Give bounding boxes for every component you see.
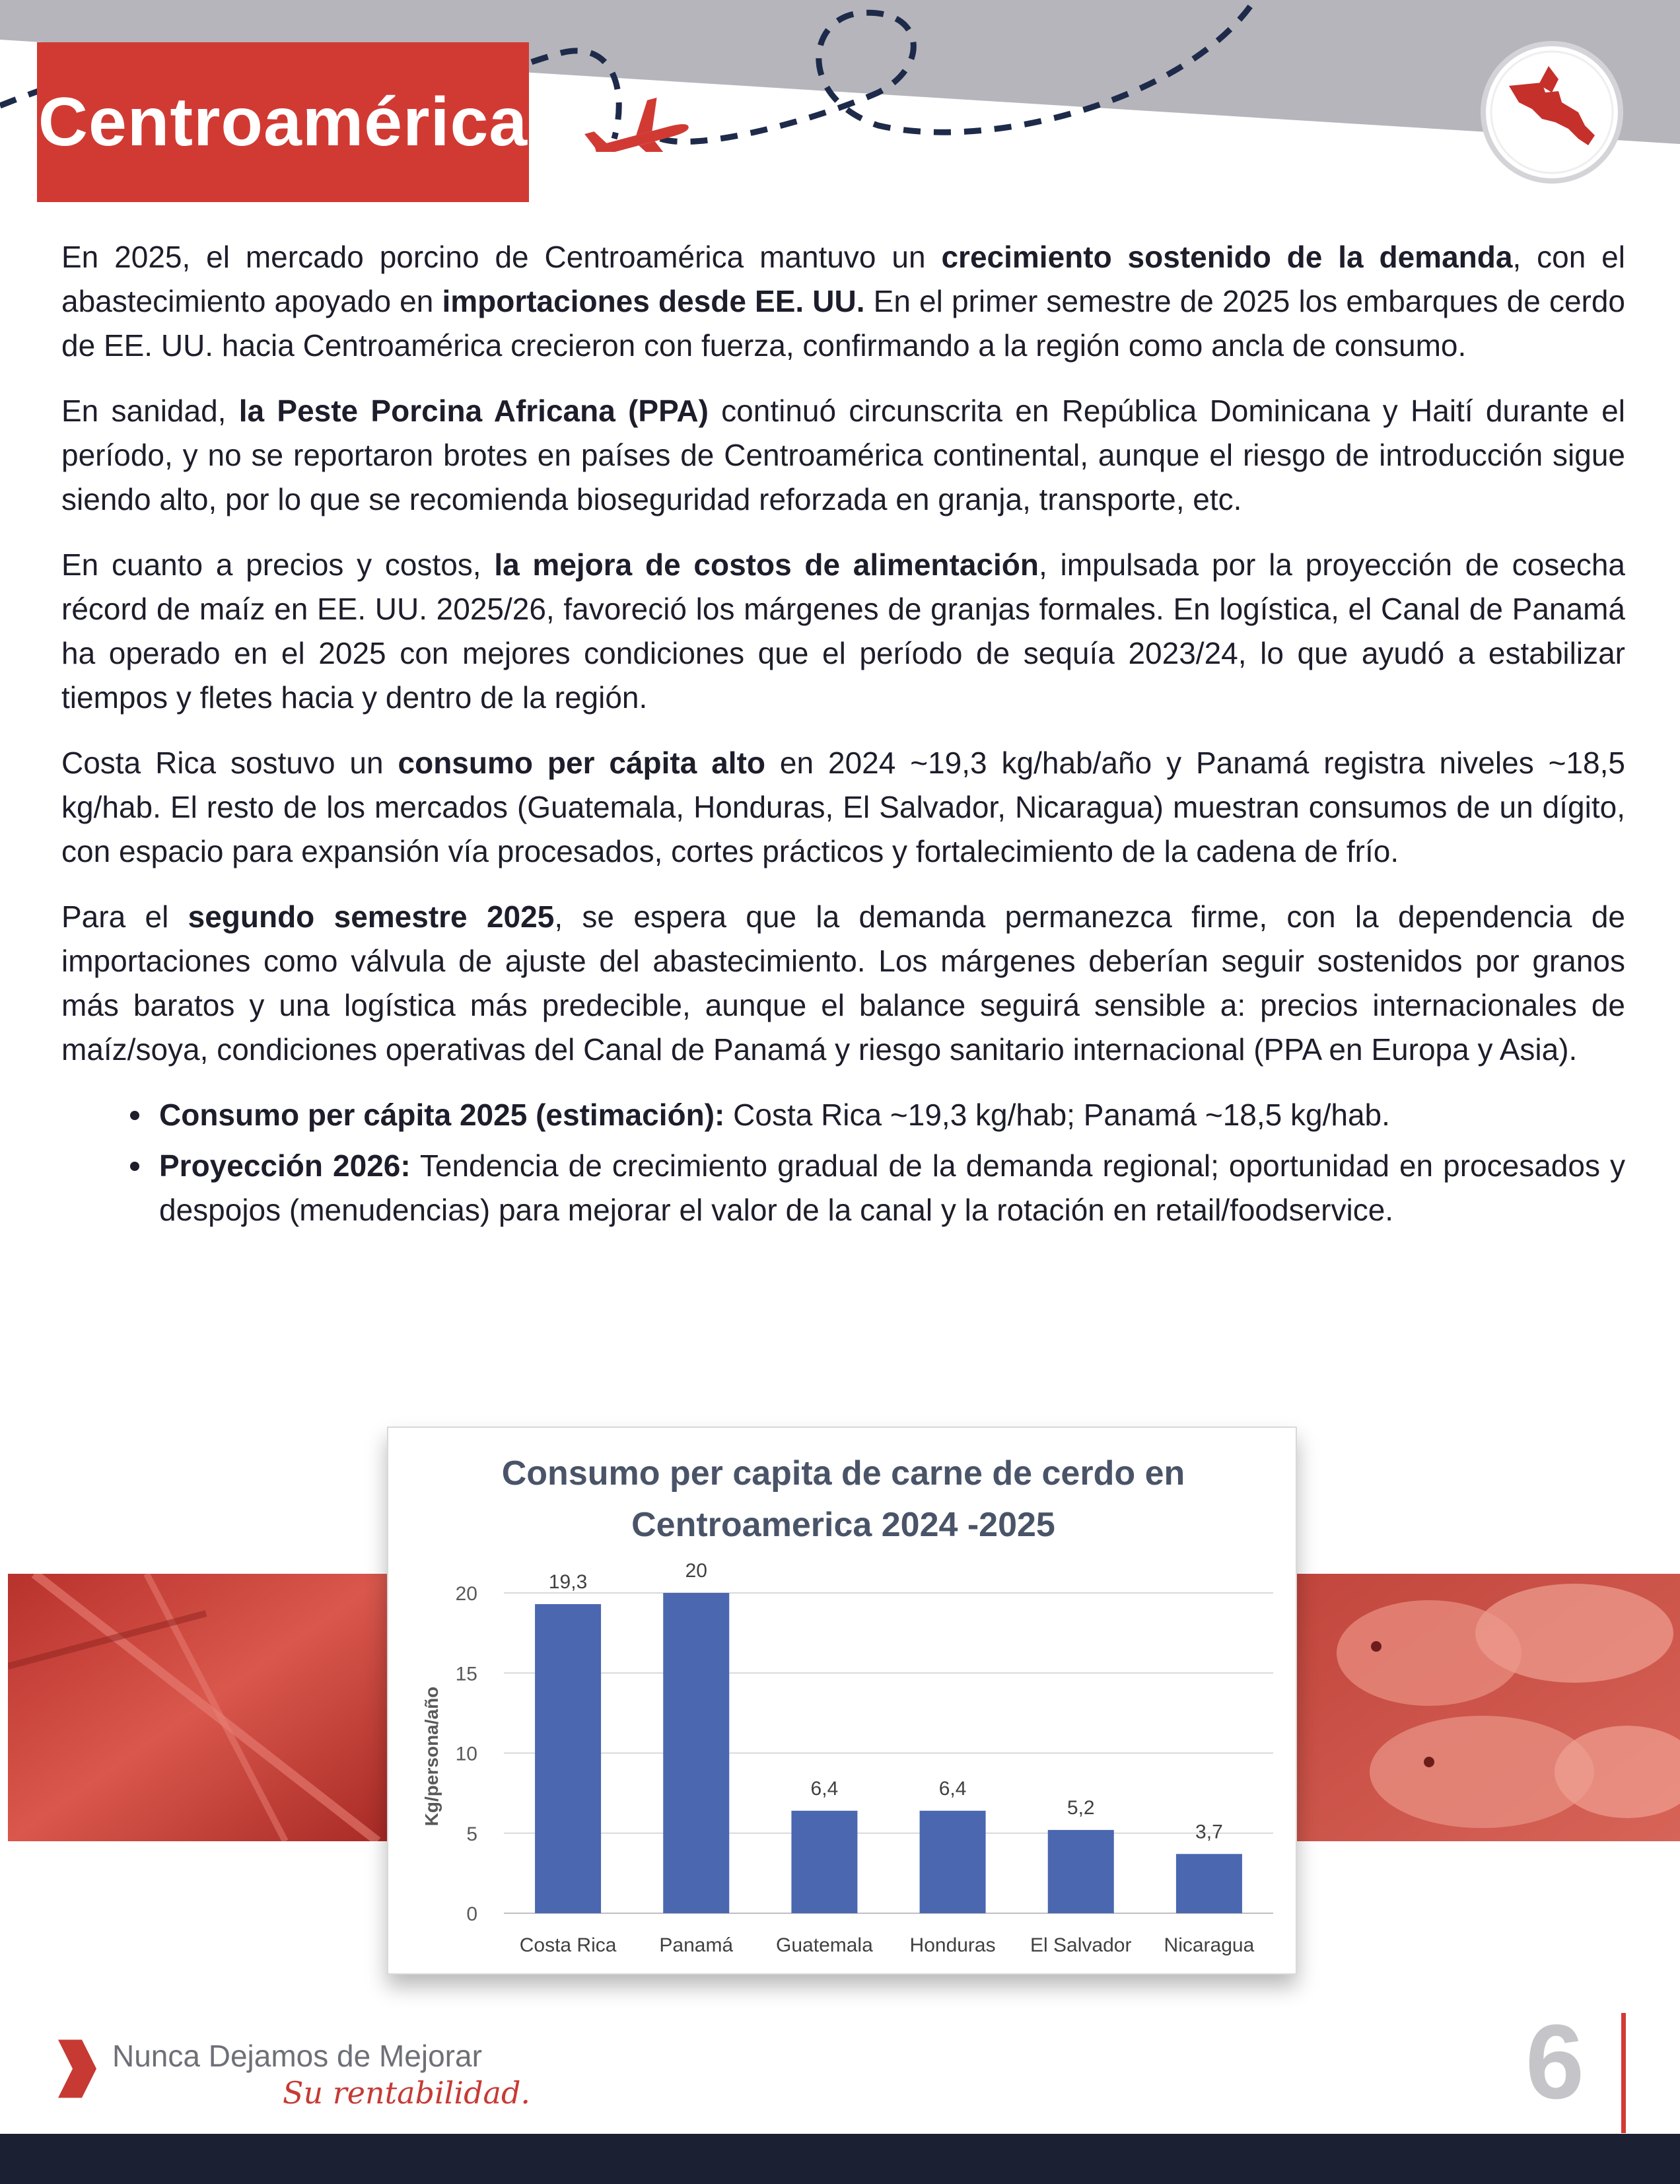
page-title: Centroamérica [38, 83, 528, 160]
x-tick-label: Honduras [909, 1934, 996, 1956]
text-run: , impulsada por la proyección de cosecha récord de maíz en EE. UU. 2025/26, favoreció los márgenes de granjas formales. En logística, el Canal de Panamá ha operado en el 2025 con mejores condiciones que el período de sequía 2023/24, lo que ayudó a estabilizar tiempos y fletes hacia y dentro de la región. [61, 547, 1626, 715]
text-run: en 2024 ~19,3 kg/hab/año y Panamá registra niveles ~18,5 kg/hab. El resto de los mercados (Guatemala, Honduras, El Salvador, Nicaragua) muestran consumos de un dígito, con espacio para expansión vía procesados, cortes prácticos y fortalecimiento de la cadena de frío. [61, 746, 1625, 868]
x-tick-label: Nicaragua [1164, 1934, 1255, 1956]
y-tick-label: 5 [466, 1823, 477, 1845]
x-tick-label: Guatemala [776, 1934, 873, 1956]
bullet-item [96, 1093, 1625, 1137]
bar-guatemala [791, 1811, 857, 1913]
bold-run: consumo per cápita alto [398, 746, 766, 780]
paragraph-market [61, 235, 1625, 368]
bar-chart [388, 1428, 1298, 1976]
page-number: 6 [1525, 2002, 1584, 2121]
decorative-photo-left [8, 1574, 390, 1841]
text-run: continuó circunscrita en República Dominicana y Haití durante el período, y no se reportaron brotes en países de Centroamérica continental, aunque el riesgo de introducción sigue siendo alto, por lo que se recomienda bioseguridad reforzada en granja, transporte, etc. [61, 394, 1625, 516]
slogan-main: Nunca Dejamos de Mejorar [112, 2039, 482, 2073]
bar-nicaragua [1176, 1854, 1242, 1913]
text-run: , se espera que la demanda permanezca firme, con la dependencia de importaciones como válvula de ajuste del abastecimiento. Los márgenes deberían seguir sostenidos por granos más baratos y una logística más predecible, aunque el balance seguirá sensible a: precios internacionales de maíz/soya, condiciones operativas del Canal de Panamá y riesgo sanitario internacional (PPA en Europa y Asia). [61, 899, 1626, 1067]
y-tick-label: 20 [455, 1583, 477, 1605]
bar-honduras [920, 1811, 986, 1913]
article-body [61, 235, 1625, 1239]
text-run: En 2025, el mercado porcino de Centroamérica mantuvo un [61, 240, 942, 274]
airplane-icon [580, 92, 698, 152]
footer-bar [0, 2134, 1680, 2184]
y-tick-label: 10 [455, 1743, 477, 1765]
x-tick-label: Panamá [659, 1934, 734, 1956]
bar-el-salvador [1048, 1830, 1114, 1913]
bullet-label: Proyección 2026: [159, 1148, 411, 1183]
bullet-label: Consumo per cápita 2025 (estimación): [159, 1098, 725, 1132]
bar-costa-rica [535, 1604, 601, 1913]
paragraph-consumption [61, 741, 1625, 874]
data-label: 6,4 [810, 1777, 839, 1800]
bullet-text: Tendencia de crecimiento gradual de la demanda regional; oportunidad en procesados y despojos (menudencias) para mejorar el valor de la canal y la rotación en retail/foodservice. [159, 1148, 1626, 1227]
text-run: Costa Rica sostuvo un [61, 746, 398, 780]
data-label: 6,4 [938, 1777, 967, 1800]
bold-run: segundo semestre 2025 [188, 899, 555, 934]
central-america-map-icon [1479, 40, 1625, 185]
page-number-divider [1621, 2013, 1626, 2133]
text-run: En cuanto a precios y costos, [61, 547, 495, 582]
x-tick-label: Costa Rica [519, 1934, 617, 1956]
bold-run: la Peste Porcina Africana (PPA) [238, 394, 709, 428]
chart-title-line: Centroamerica 2024 -2025 [631, 1506, 1055, 1544]
text-run: Para el [61, 899, 188, 934]
data-label: 19,3 [548, 1570, 588, 1593]
x-tick-label: El Salvador [1030, 1934, 1132, 1956]
data-label: 3,7 [1195, 1821, 1223, 1843]
decorative-photo-piglets [1297, 1574, 1680, 1841]
paragraph-costs [61, 543, 1625, 720]
bold-run: crecimiento sostenido de la demanda [941, 240, 1513, 274]
y-tick-label: 15 [455, 1663, 477, 1685]
bold-run: importaciones desde EE. UU. [442, 284, 865, 318]
bullet-list [96, 1093, 1625, 1232]
paragraph-health [61, 389, 1625, 522]
bold-run: la mejora de costos de alimentación [494, 547, 1039, 582]
chart-title-line: Consumo per capita de carne de cerdo en [501, 1454, 1185, 1493]
text-run: , con el abastecimiento apoyado en [61, 240, 1625, 318]
bullet-text: Costa Rica ~19,3 kg/hab; Panamá ~18,5 kg/hab. [724, 1098, 1390, 1132]
bullet-item [96, 1144, 1625, 1232]
paragraph-outlook [61, 895, 1625, 1072]
data-label: 5,2 [1067, 1796, 1095, 1819]
chart-card [387, 1427, 1297, 1975]
text-run: En sanidad, [61, 394, 239, 428]
data-label: 20 [685, 1560, 707, 1582]
y-tick-label: 0 [466, 1903, 477, 1925]
y-axis-label: Kg/persona/año [421, 1686, 442, 1827]
slogan-sub: Su rentabilidad. [283, 2075, 531, 2111]
text-run: En el primer semestre de 2025 los embarques de cerdo de EE. UU. hacia Centroamérica crecieron con fuerza, confirmando a la región como ancla de consumo. [61, 284, 1626, 363]
bar-panamá [663, 1593, 729, 1913]
section-title-banner [37, 42, 529, 202]
